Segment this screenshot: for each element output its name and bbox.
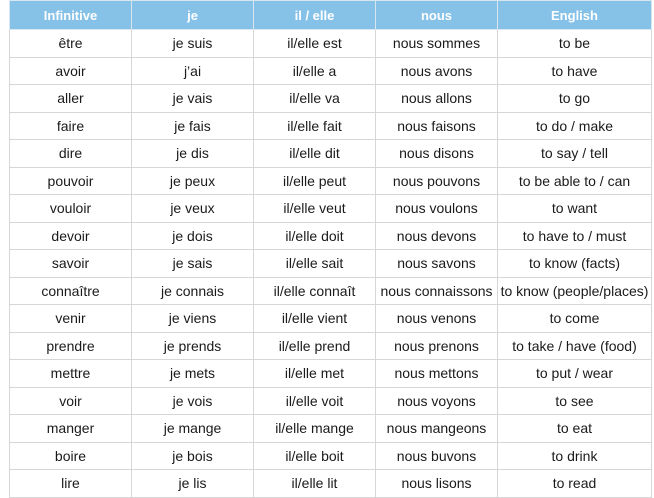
cell-il-elle: il/elle est <box>254 30 376 58</box>
table-row <box>10 305 652 333</box>
cell-infinitive: mettre <box>10 360 132 388</box>
cell-infinitive: lire <box>10 470 132 498</box>
cell-je: je dis <box>132 140 254 168</box>
header-je: je <box>132 1 254 30</box>
table-row <box>10 250 652 278</box>
cell-nous: nous mettons <box>376 360 498 388</box>
table-row <box>10 470 652 498</box>
cell-nous: nous voyons <box>376 387 498 415</box>
verb-conjugation-table <box>9 0 652 498</box>
cell-nous: nous lisons <box>376 470 498 498</box>
cell-infinitive: être <box>10 30 132 58</box>
cell-je: je bois <box>132 442 254 470</box>
table-header <box>10 1 652 30</box>
cell-il-elle: il/elle doit <box>254 222 376 250</box>
table-row <box>10 112 652 140</box>
cell-il-elle: il/elle connaît <box>254 277 376 305</box>
cell-english: to put / wear <box>498 360 652 388</box>
cell-infinitive: pouvoir <box>10 167 132 195</box>
cell-il-elle: il/elle met <box>254 360 376 388</box>
cell-infinitive: prendre <box>10 332 132 360</box>
cell-english: to know (people/places) <box>498 277 652 305</box>
cell-english: to want <box>498 195 652 223</box>
cell-nous: nous buvons <box>376 442 498 470</box>
cell-english: to have to / must <box>498 222 652 250</box>
cell-il-elle: il/elle lit <box>254 470 376 498</box>
table-row <box>10 387 652 415</box>
cell-infinitive: dire <box>10 140 132 168</box>
table-row <box>10 277 652 305</box>
cell-english: to go <box>498 85 652 113</box>
cell-english: to say / tell <box>498 140 652 168</box>
cell-je: je peux <box>132 167 254 195</box>
cell-nous: nous faisons <box>376 112 498 140</box>
cell-il-elle: il/elle boit <box>254 442 376 470</box>
cell-infinitive: manger <box>10 415 132 443</box>
table-row <box>10 360 652 388</box>
cell-infinitive: connaître <box>10 277 132 305</box>
cell-english: to know (facts) <box>498 250 652 278</box>
cell-il-elle: il/elle a <box>254 57 376 85</box>
cell-je: je viens <box>132 305 254 333</box>
cell-je: je vois <box>132 387 254 415</box>
cell-nous: nous venons <box>376 305 498 333</box>
cell-infinitive: aller <box>10 85 132 113</box>
cell-je: je prends <box>132 332 254 360</box>
cell-je: je sais <box>132 250 254 278</box>
cell-nous: nous prenons <box>376 332 498 360</box>
cell-english: to be able to / can <box>498 167 652 195</box>
cell-english: to eat <box>498 415 652 443</box>
cell-il-elle: il/elle voit <box>254 387 376 415</box>
cell-je: je suis <box>132 30 254 58</box>
cell-english: to come <box>498 305 652 333</box>
cell-je: je mange <box>132 415 254 443</box>
cell-english: to drink <box>498 442 652 470</box>
cell-je: j’ai <box>132 57 254 85</box>
cell-english: to do / make <box>498 112 652 140</box>
cell-je: je lis <box>132 470 254 498</box>
table-row <box>10 195 652 223</box>
cell-infinitive: savoir <box>10 250 132 278</box>
table-row <box>10 222 652 250</box>
table-row <box>10 140 652 168</box>
table-row <box>10 85 652 113</box>
cell-il-elle: il/elle prend <box>254 332 376 360</box>
header-row <box>10 1 652 30</box>
table-row <box>10 57 652 85</box>
cell-il-elle: il/elle sait <box>254 250 376 278</box>
header-nous: nous <box>376 1 498 30</box>
header-il-elle: il / elle <box>254 1 376 30</box>
cell-english: to have <box>498 57 652 85</box>
cell-il-elle: il/elle mange <box>254 415 376 443</box>
cell-je: je fais <box>132 112 254 140</box>
cell-il-elle: il/elle fait <box>254 112 376 140</box>
cell-nous: nous voulons <box>376 195 498 223</box>
table-row <box>10 167 652 195</box>
cell-nous: nous savons <box>376 250 498 278</box>
cell-nous: nous pouvons <box>376 167 498 195</box>
table-body <box>10 30 652 498</box>
cell-english: to see <box>498 387 652 415</box>
cell-il-elle: il/elle peut <box>254 167 376 195</box>
cell-infinitive: venir <box>10 305 132 333</box>
cell-infinitive: boire <box>10 442 132 470</box>
cell-il-elle: il/elle veut <box>254 195 376 223</box>
table-row <box>10 415 652 443</box>
cell-il-elle: il/elle va <box>254 85 376 113</box>
cell-infinitive: devoir <box>10 222 132 250</box>
cell-nous: nous avons <box>376 57 498 85</box>
cell-je: je veux <box>132 195 254 223</box>
cell-nous: nous connaissons <box>376 277 498 305</box>
cell-infinitive: voir <box>10 387 132 415</box>
table-row <box>10 442 652 470</box>
header-english: English <box>498 1 652 30</box>
cell-infinitive: faire <box>10 112 132 140</box>
cell-je: je mets <box>132 360 254 388</box>
header-infinitive: Infinitive <box>10 1 132 30</box>
cell-je: je vais <box>132 85 254 113</box>
cell-nous: nous mangeons <box>376 415 498 443</box>
table-row <box>10 30 652 58</box>
cell-nous: nous devons <box>376 222 498 250</box>
cell-il-elle: il/elle vient <box>254 305 376 333</box>
cell-english: to take / have (food) <box>498 332 652 360</box>
cell-english: to read <box>498 470 652 498</box>
cell-nous: nous disons <box>376 140 498 168</box>
cell-english: to be <box>498 30 652 58</box>
cell-infinitive: vouloir <box>10 195 132 223</box>
cell-nous: nous sommes <box>376 30 498 58</box>
cell-je: je dois <box>132 222 254 250</box>
cell-infinitive: avoir <box>10 57 132 85</box>
cell-je: je connais <box>132 277 254 305</box>
cell-nous: nous allons <box>376 85 498 113</box>
cell-il-elle: il/elle dit <box>254 140 376 168</box>
table-row <box>10 332 652 360</box>
